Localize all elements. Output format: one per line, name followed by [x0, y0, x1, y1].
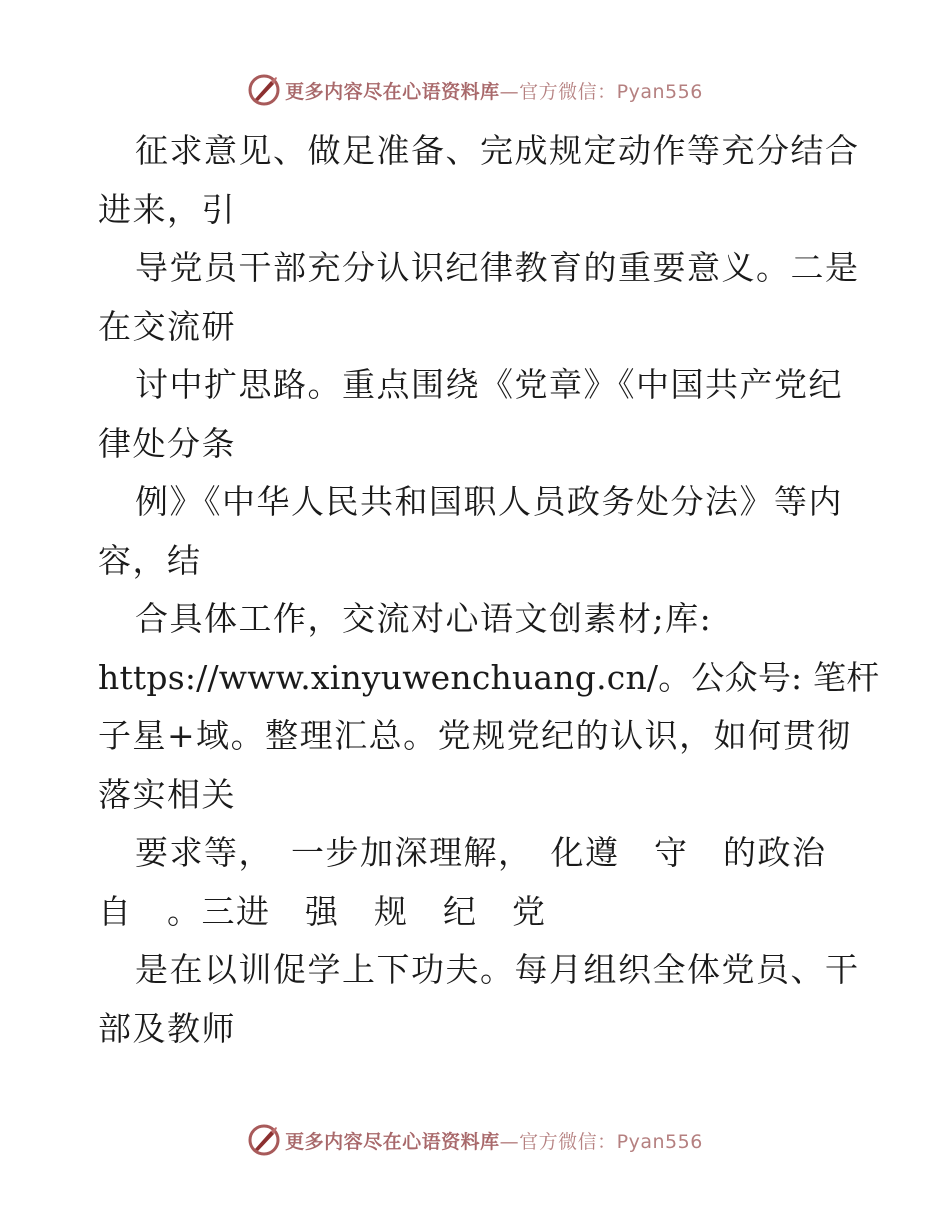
body-line: 合具体工作，交流对心语文创素材;库:: [135, 599, 713, 638]
body-line: 要求等， 一步加深理解， 化遵 守 的政治: [135, 833, 827, 872]
body-line: 在交流研: [98, 306, 236, 346]
header-separator: —: [499, 80, 520, 103]
footer-brand: 更多内容尽在心语资料库: [285, 1130, 500, 1153]
body-line: 例》《中华人民共和国职人员政务处分法》等内: [135, 482, 843, 521]
footer-contact: 官方微信：Pyan556: [519, 1130, 703, 1153]
body-line: 部及教师: [98, 1008, 236, 1048]
body-line: 自 。三进 强 规 纪 党: [98, 891, 547, 931]
body-line: 讨中扩思路。重点围绕《党章》《中国共产党纪: [135, 365, 843, 404]
document-body: [98, 122, 880, 1058]
body-line: 导党员干部充分认识纪律教育的重要意义。二是: [135, 248, 860, 287]
quill-logo-icon: [247, 1123, 281, 1157]
quill-logo-icon: [247, 73, 281, 107]
body-line: 容，结: [98, 540, 202, 580]
footer-banner: [0, 1120, 950, 1160]
body-line: 征求意见、做足准备、完成规定动作等充分结合: [135, 131, 860, 170]
header-banner: [0, 70, 950, 110]
body-line-url: https://www.xinyuwenchuang.cn/。公众号: 笔杆: [98, 657, 880, 697]
body-line: 进来，引: [98, 189, 236, 229]
body-line: 律处分条: [98, 423, 236, 463]
footer-separator: —: [499, 1130, 520, 1153]
body-line: 是在以训促学上下功夫。每月组织全体党员、干: [135, 950, 860, 989]
body-line: 子星+域。整理汇总。党规党纪的认识，如何贯彻: [98, 716, 852, 755]
header-brand: 更多内容尽在心语资料库: [285, 80, 500, 103]
header-contact: 官方微信：Pyan556: [519, 80, 703, 103]
footer-text: [285, 1127, 703, 1154]
body-line: 落实相关: [98, 774, 236, 814]
header-text: [285, 77, 703, 104]
